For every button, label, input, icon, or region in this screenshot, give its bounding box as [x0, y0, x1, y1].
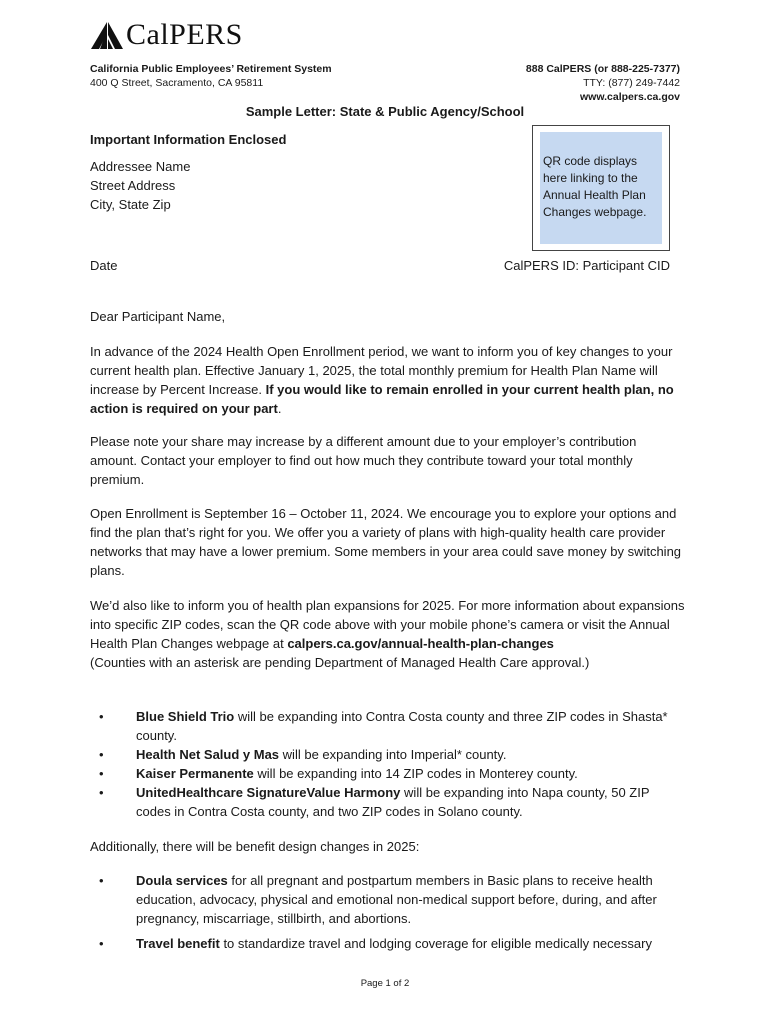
- addressee-city: City, State Zip: [90, 197, 171, 212]
- plan-detail: will be expanding into Imperial* county.: [282, 747, 507, 762]
- letter-title: Sample Letter: State & Public Agency/School: [245, 104, 525, 119]
- bullet-icon: •: [99, 873, 104, 888]
- addressee-name: Addressee Name: [90, 159, 191, 174]
- plan-name: UnitedHealthcare SignatureValue Harmony: [136, 785, 401, 800]
- paragraph-expansions-text: We’d also like to inform you of health plan expansions for 2025. For more information about expansions into specific ZIP codes, scan the QR code above with your mobile phone’s camera or visit the Annual Health Plan Changes webpage at: [90, 598, 685, 651]
- sender-street: 400 Q Street, Sacramento, CA 95811: [90, 77, 264, 89]
- logo-text: CalPERS: [126, 18, 243, 51]
- important-notice: Important Information Enclosed: [90, 132, 287, 147]
- list-item: [90, 745, 686, 764]
- list-item: [90, 707, 686, 745]
- list-item: [90, 783, 686, 821]
- list-item: [90, 871, 686, 928]
- sender-org: California Public Employees’ Retirement System: [90, 63, 332, 75]
- bullet-icon: •: [99, 936, 104, 951]
- plan-name: Blue Shield Trio: [136, 709, 235, 724]
- addressee-street: Street Address: [90, 178, 176, 193]
- calpers-pyramid-icon: [90, 20, 124, 50]
- paragraph-premium-bold: If you would like to remain enrolled in your current health plan, no action is required on your part: [90, 382, 674, 416]
- paragraph-employer-share: Please note your share may increase by a different amount due to your employer’s contribution amount. Contact your employer to find out how much they contribute toward your total monthly premium.: [90, 434, 637, 487]
- bullet-icon: •: [99, 709, 104, 724]
- list-item: [90, 764, 686, 783]
- plan-detail: will be expanding into 14 ZIP codes in Monterey county.: [257, 766, 578, 781]
- paragraph-open-enrollment: Open Enrollment is September 16 – October 11, 2024. We encourage you to explore your options and find the plan that’s right for you. We offer you a variety of plans with high-quality health care provider networks that may have a lower premium. Some members in your area could save money by switching plans.: [90, 506, 682, 578]
- sender-phone: 888 CalPERS (or 888-225-7377): [525, 63, 680, 75]
- paragraph-benefit-changes: Additionally, there will be benefit design changes in 2025:: [90, 839, 420, 854]
- list-item: [90, 934, 686, 953]
- plan-name: Kaiser Permanente: [136, 766, 254, 781]
- qr-code-placeholder: [532, 125, 670, 251]
- qr-note: QR code displays here linking to the Annual Health Plan Changes webpage.: [540, 132, 662, 244]
- benefit-name: Doula services: [136, 873, 228, 888]
- paragraph-premium-text: In advance of the 2024 Health Open Enrollment period, we want to inform you of key changes to your current health plan. Effective January 1, 2025, the total monthly premium for Health Plan Name will increase by Percent Increase.: [90, 344, 673, 397]
- plan-detail: will be expanding into Napa county, 50 ZIP codes in Contra Costa county, and two ZIP codes in Solano county.: [136, 785, 650, 819]
- calpers-logo: [90, 20, 243, 50]
- plan-detail: will be expanding into Contra Costa county and three ZIP codes in Shasta* county.: [136, 709, 668, 743]
- bullet-icon: •: [99, 766, 104, 781]
- benefit-detail: to standardize travel and lodging coverage for eligible medically necessary: [223, 936, 652, 951]
- paragraph-expansions: [90, 596, 686, 672]
- addressee-block: [90, 157, 190, 214]
- benefit-name: Travel benefit: [136, 936, 220, 951]
- calpers-id: CalPERS ID: Participant CID: [503, 258, 670, 273]
- sender-web[interactable]: www.calpers.ca.gov: [580, 91, 680, 103]
- salutation: Dear Participant Name,: [90, 309, 226, 324]
- plan-changes-link[interactable]: calpers.ca.gov/annual-health-plan-changes: [287, 636, 554, 651]
- bullet-icon: •: [99, 785, 104, 800]
- plan-name: Health Net Salud y Mas: [136, 747, 280, 762]
- bullet-icon: •: [99, 747, 104, 762]
- sender-contact: [526, 62, 680, 104]
- date-label: Date: [90, 258, 118, 273]
- paragraph-premium-end: .: [277, 401, 282, 416]
- expansion-list: [90, 707, 686, 821]
- paragraph-premium: [90, 342, 686, 418]
- benefit-list: [90, 871, 686, 959]
- sender-address: [90, 62, 332, 90]
- sender-tty: TTY: (877) 249-7442: [583, 77, 680, 89]
- page-number: Page 1 of 2: [360, 978, 410, 989]
- benefit-detail: for all pregnant and postpartum members in Basic plans to receive health education, advocacy, physical and emotional non-medical support before, during, and after pregnancy, miscarriage, stillbirth, and abortions.: [136, 873, 657, 926]
- paragraph-expansions-note: (Counties with an asterisk are pending Department of Managed Health Care approval.): [90, 655, 590, 670]
